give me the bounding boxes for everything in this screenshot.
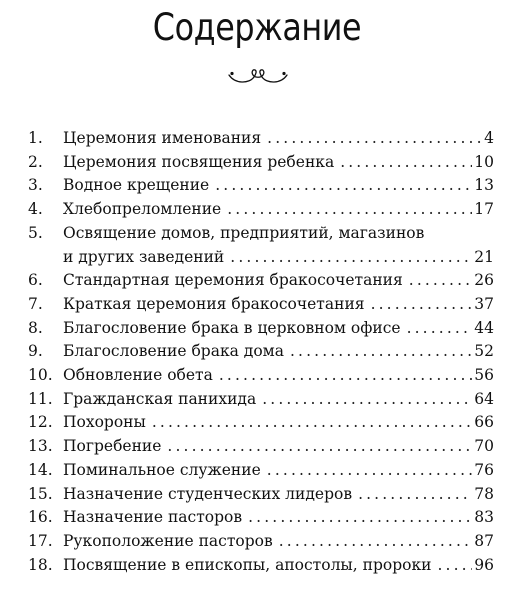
toc-entry[interactable] (28, 127, 494, 151)
toc-entry-title: Церемония посвящения ребенка (63, 152, 335, 171)
toc-entry-title: Гражданская панихида (63, 389, 257, 408)
dot-leader (230, 246, 472, 270)
dot-leader (267, 459, 472, 483)
toc-entry[interactable] (28, 364, 494, 388)
toc-entry-page-number: 37 (474, 294, 494, 313)
toc-entry-title: Водное крещение (63, 176, 210, 195)
toc-entry[interactable] (28, 174, 494, 198)
dot-leader (248, 506, 472, 530)
dot-leader (219, 364, 472, 388)
dot-leader (358, 483, 472, 507)
toc-entry-page-number: 70 (474, 437, 494, 456)
flourish-divider-icon (227, 66, 289, 88)
toc-entry-number: 14. (28, 460, 53, 479)
dot-leader (227, 198, 472, 222)
dot-leader (407, 317, 473, 341)
toc-entry[interactable] (28, 459, 494, 483)
toc-entry-title: Рукоположение пасторов (63, 531, 273, 550)
dot-leader (437, 554, 472, 578)
toc-entry[interactable] (28, 554, 494, 578)
toc-entry[interactable] (28, 483, 494, 507)
toc-entry[interactable] (28, 388, 494, 412)
toc-entry-page-number: 87 (474, 531, 494, 550)
toc-entry-page-number: 26 (474, 271, 494, 290)
toc-entry[interactable] (28, 317, 494, 341)
dot-leader (290, 340, 472, 364)
toc-entry-page-number: 78 (474, 484, 494, 503)
dot-leader (262, 388, 472, 412)
toc-entry-page-number: 21 (474, 247, 494, 266)
toc-entry[interactable] (28, 340, 494, 364)
dot-leader (340, 151, 472, 175)
toc-entry[interactable] (28, 151, 494, 175)
toc-entry-number: 7. (28, 294, 43, 313)
toc-entry-page-number: 4 (484, 129, 494, 147)
table-of-contents (28, 127, 494, 577)
toc-entry-number: 9. (28, 342, 43, 361)
toc-entry-number: 15. (28, 484, 53, 503)
toc-entry[interactable] (28, 411, 494, 435)
toc-entry-number: 1. (28, 129, 43, 147)
toc-entry-page-number: 66 (474, 413, 494, 432)
dot-leader (371, 293, 473, 317)
toc-entry-number: 10. (28, 366, 53, 385)
toc-entry-number: 16. (28, 508, 53, 527)
toc-entry-page-number: 10 (474, 152, 494, 171)
toc-entry[interactable] (28, 222, 494, 269)
dot-leader (267, 127, 482, 151)
toc-entry[interactable] (28, 198, 494, 222)
toc-entry-number: 5. (28, 223, 43, 242)
dot-leader (167, 435, 472, 459)
toc-entry-title: Обновление обета (63, 366, 213, 385)
toc-entry-page-number: 64 (474, 389, 494, 408)
dot-leader (152, 411, 472, 435)
toc-entry-number: 2. (28, 152, 43, 171)
toc-entry-number: 13. (28, 437, 53, 456)
toc-entry-title: Назначение пасторов (63, 508, 243, 527)
toc-entry[interactable] (28, 435, 494, 459)
toc-entry-title: Благословение брака в церковном офисе (63, 318, 401, 337)
toc-entry-number: 12. (28, 413, 53, 432)
toc-entry-number: 11. (28, 389, 53, 408)
toc-entry-number: 8. (28, 318, 43, 337)
toc-entry-page-number: 17 (474, 200, 494, 219)
toc-entry-page-number: 52 (474, 342, 494, 361)
toc-entry-page-number: 83 (474, 508, 494, 527)
page-title: Содержание (152, 6, 362, 49)
toc-entry-title: Посвящение в епископы, апостолы, пророки (63, 555, 432, 574)
toc-entry[interactable] (28, 530, 494, 554)
toc-entry-page-number: 76 (474, 460, 494, 479)
toc-entry-title: и других заведений (63, 247, 225, 266)
toc-entry-page-number: 56 (474, 366, 494, 385)
toc-entry-title: Хлебопреломление (63, 200, 222, 219)
toc-entry[interactable] (28, 293, 494, 317)
toc-entry[interactable] (28, 269, 494, 293)
toc-entry-number: 18. (28, 555, 53, 574)
toc-entry-page-number: 13 (474, 176, 494, 195)
toc-entry[interactable] (28, 506, 494, 530)
toc-entry-title: Назначение студенческих лидеров (63, 484, 353, 503)
toc-entry-title: Церемония именования (63, 129, 262, 147)
toc-entry-page-number: 44 (474, 318, 494, 337)
toc-entry-title: Освящение домов, предприятий, магазинов (63, 223, 425, 242)
toc-entry-title: Поминальное служение (63, 460, 261, 479)
dot-leader (215, 174, 472, 198)
toc-entry-title: Погребение (63, 437, 162, 456)
toc-entry-number: 4. (28, 200, 43, 219)
toc-entry-number: 6. (28, 271, 43, 290)
toc-entry-title: Благословение брака дома (63, 342, 284, 361)
dot-leader (409, 269, 473, 293)
toc-entry-number: 3. (28, 176, 43, 195)
toc-entry-title: Стандартная церемония бракосочетания (63, 271, 403, 290)
toc-entry-title: Краткая церемония бракосочетания (63, 294, 365, 313)
toc-entry-page-number: 96 (474, 555, 494, 574)
toc-entry-number: 17. (28, 531, 53, 550)
toc-entry-title: Похороны (63, 413, 146, 432)
dot-leader (279, 530, 473, 554)
